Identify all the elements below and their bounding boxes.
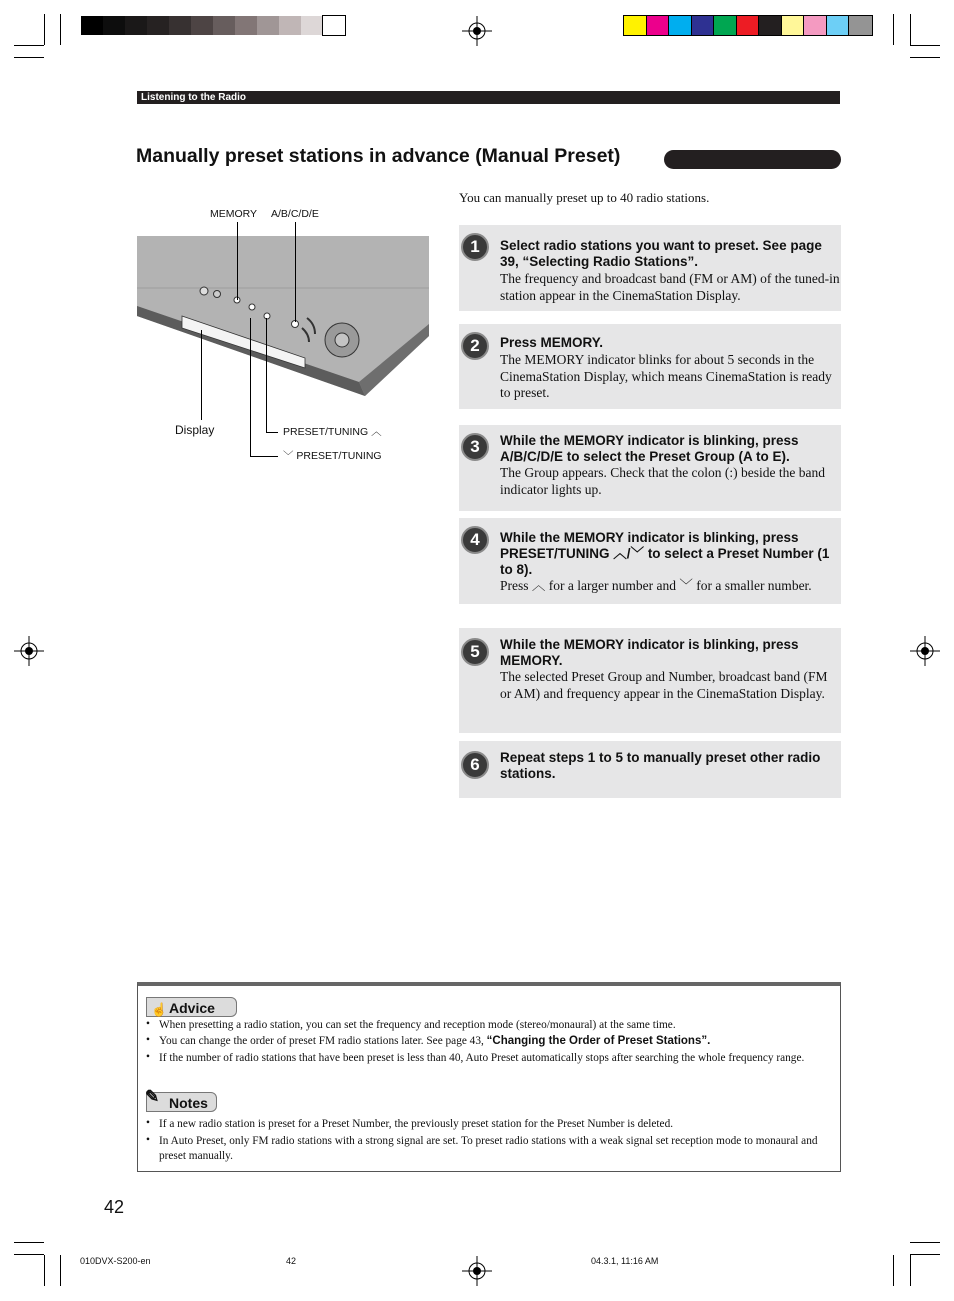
process-swatch xyxy=(669,16,692,35)
memory-callout-line xyxy=(237,222,238,300)
notes-item: If a new radio station is preset for a Preset Number, the previously preset station for the Preset Number is deleted. xyxy=(159,1118,674,1130)
process-swatch xyxy=(759,16,782,35)
step-heading: Select radio stations you want to preset. See page 39, “Selecting Radio Stations”. xyxy=(500,238,822,269)
gray-swatch xyxy=(235,16,257,35)
step-body: The selected Preset Group and Number, broadcast band (FM or AM) and frequency appear in the CinemaStation Display. xyxy=(500,669,828,701)
registration-target-right xyxy=(910,636,940,666)
step-2 xyxy=(459,324,841,409)
process-swatch xyxy=(624,16,647,35)
step-6 xyxy=(459,741,841,798)
step-heading: While the MEMORY indicator is blinking, press PRESET/TUNING ︿/﹀ to select a Preset Number (1 to 8). xyxy=(500,530,830,577)
section-header: Listening to the Radio xyxy=(137,91,840,104)
step-body: The frequency and broadcast band (FM or AM) of the tuned-in station appear in the CinemaStation Display. xyxy=(500,271,840,303)
registration-target-top xyxy=(462,16,492,46)
process-swatch xyxy=(647,16,670,35)
gray-swatch xyxy=(147,16,169,35)
preset-up-label: PRESET/TUNING ︿ xyxy=(283,426,382,438)
gray-swatch xyxy=(213,16,235,35)
gray-swatch xyxy=(169,16,191,35)
memory-label: MEMORY xyxy=(210,208,258,220)
pencil-icon: ✎ xyxy=(145,1087,160,1106)
step-5 xyxy=(459,628,841,733)
gray-swatch xyxy=(103,16,125,35)
advice-item: When presetting a radio station, you can set the frequency and reception mode (stereo/monaural) at the same time. xyxy=(159,1019,676,1031)
device-illustration xyxy=(137,236,429,416)
display-callout-line xyxy=(201,330,202,420)
footer-page: 42 xyxy=(286,1256,297,1266)
step-heading: Press MEMORY. xyxy=(500,335,604,350)
step-number: 1 xyxy=(461,233,489,261)
preset-down-callout-line xyxy=(250,318,251,456)
step-number: 4 xyxy=(461,526,489,554)
group-label: A/B/C/D/E xyxy=(271,208,319,220)
intro-text: You can manually preset up to 40 radio stations. xyxy=(459,190,710,205)
down-arrow-icon: ﹀ xyxy=(679,578,693,593)
step-body: Press ︿ for a larger number and ﹀ for a smaller number. xyxy=(500,578,812,593)
down-arrow-icon: ﹀ xyxy=(283,450,294,462)
step-number: 3 xyxy=(461,433,489,461)
process-swatch xyxy=(714,16,737,35)
display-label: Display xyxy=(175,423,215,437)
up-arrow-icon: ︿ xyxy=(371,426,382,438)
up-arrow-icon: ︿ xyxy=(531,578,546,593)
gray-swatch xyxy=(81,16,103,35)
advice-link[interactable]: “Changing the Order of Preset Stations”. xyxy=(486,1035,711,1047)
step-heading: Repeat steps 1 to 5 to manually preset other radio stations. xyxy=(500,750,821,781)
footer-file: 010DVX-S200-en xyxy=(80,1256,151,1266)
step-4 xyxy=(459,518,841,604)
advice-item: You can change the order of preset FM radio stations later. See page 43, “Changing the Order of Preset Stations”. xyxy=(159,1035,711,1047)
gray-swatch xyxy=(191,16,213,35)
up-arrow-icon: ︿ xyxy=(613,546,627,561)
step-number: 2 xyxy=(461,332,489,360)
gray-swatch xyxy=(323,16,345,35)
registration-target-left xyxy=(14,636,44,666)
step-number: 6 xyxy=(461,751,489,779)
hand-icon: ☝ xyxy=(151,1002,168,1017)
process-swatch xyxy=(782,16,805,35)
title-decoration xyxy=(664,150,841,169)
down-arrow-icon: ﹀ xyxy=(630,546,645,561)
footer-date: 04.3.1, 11:16 AM xyxy=(591,1256,659,1266)
gray-swatch xyxy=(279,16,301,35)
gray-swatch xyxy=(257,16,279,35)
gray-swatch xyxy=(301,16,323,35)
notes-tab: ✎ Notes xyxy=(146,1092,217,1112)
preset-down-label: ﹀ PRESET/TUNING xyxy=(283,450,382,462)
advice-tab: ☝ Advice xyxy=(146,997,237,1017)
step-heading: While the MEMORY indicator is blinking, press MEMORY. xyxy=(500,637,799,668)
process-swatch xyxy=(804,16,827,35)
page-number: 42 xyxy=(104,1197,125,1217)
step-body: The Group appears. Check that the colon (:) beside the band indicator lights up. xyxy=(500,465,826,497)
process-swatch xyxy=(737,16,760,35)
group-callout-line xyxy=(295,222,296,322)
step-heading: While the MEMORY indicator is blinking, press A/B/C/D/E to select the Preset Group (A to E). xyxy=(500,433,799,464)
notes-item: In Auto Preset, only FM radio stations with a strong signal are set. To preset radio stations with a weak signal set reception mode to monaural and preset manually. xyxy=(159,1135,818,1162)
step-3 xyxy=(459,425,841,511)
step-1 xyxy=(459,225,841,311)
preset-up-callout-line xyxy=(266,318,267,432)
registration-target-bottom xyxy=(462,1256,492,1286)
advice-item: If the number of radio stations that have been preset is less than 40, Auto Preset automatically stops after searching the whole frequency range. xyxy=(159,1052,805,1064)
process-swatch xyxy=(849,16,872,35)
step-body: The MEMORY indicator blinks for about 5 seconds in the CinemaStation Display, which means CinemaStation is ready to preset. xyxy=(500,352,832,400)
gray-swatch xyxy=(125,16,147,35)
process-swatch xyxy=(692,16,715,35)
page-title: Manually preset stations in advance (Manual Preset) xyxy=(136,145,621,167)
step-number: 5 xyxy=(461,638,489,666)
process-swatch xyxy=(827,16,850,35)
